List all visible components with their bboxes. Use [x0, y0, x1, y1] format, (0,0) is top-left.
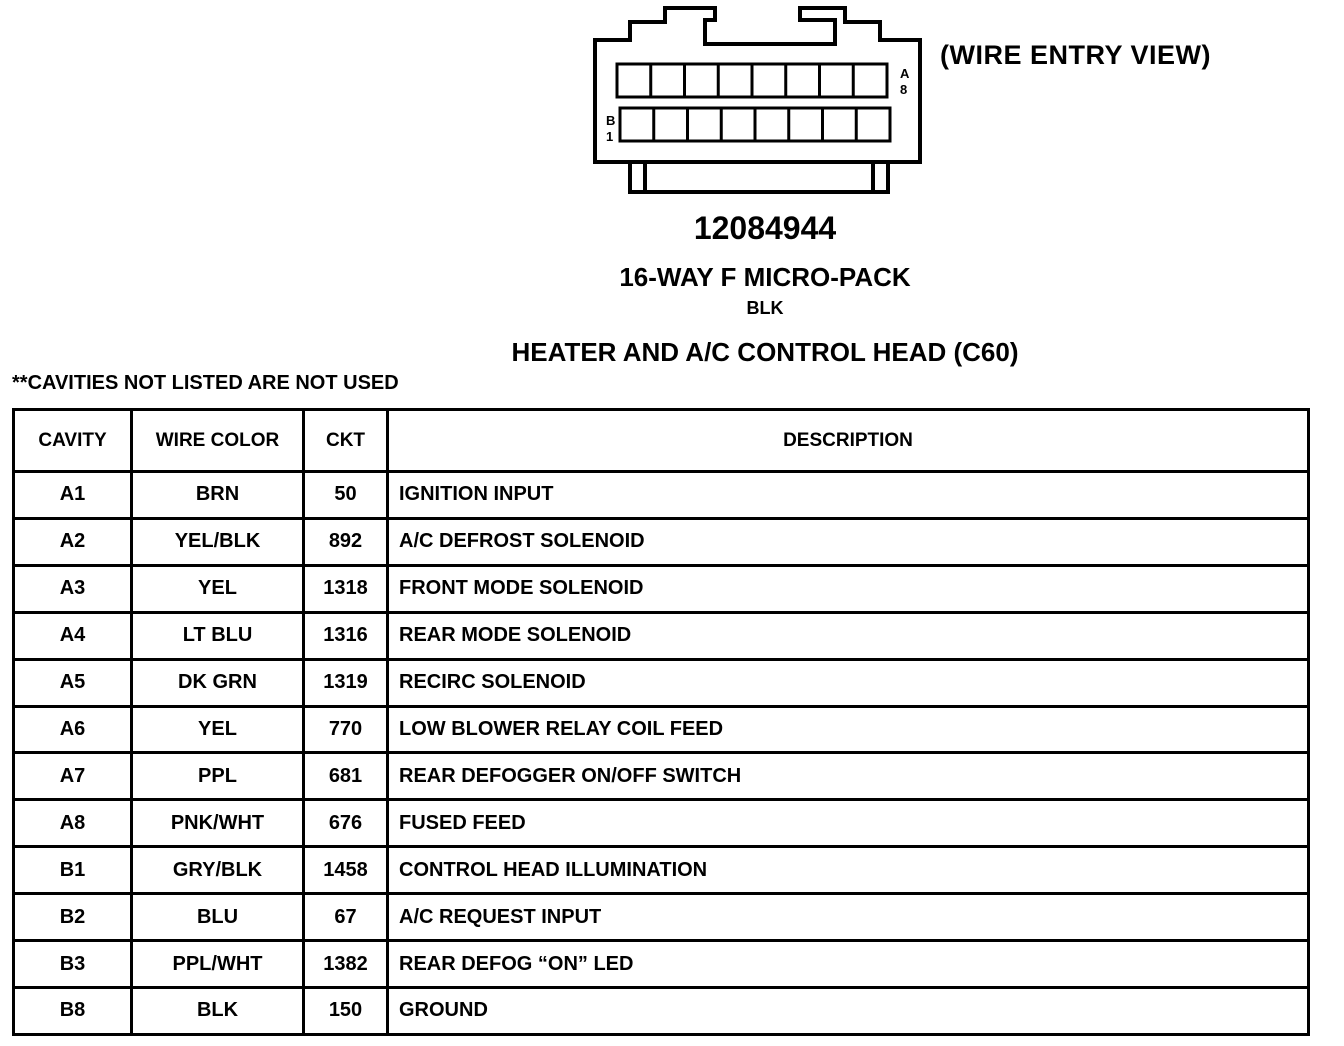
table-row	[14, 847, 1309, 894]
cell-wire-color: LT BLU	[132, 612, 304, 659]
row-a-last-label: 8	[900, 82, 908, 97]
row-b-first-label: B	[606, 113, 616, 128]
cell-cavity: A2	[14, 518, 132, 565]
cell-wire-color: PPL/WHT	[132, 941, 304, 988]
cell-cavity: A6	[14, 706, 132, 753]
connector-body	[595, 8, 920, 162]
cell-ckt: 892	[304, 518, 388, 565]
unused-cavities-note: **CAVITIES NOT LISTED ARE NOT USED	[12, 372, 399, 394]
cell-cavity: A8	[14, 800, 132, 847]
cell-ckt: 50	[304, 472, 388, 519]
pinout-table	[12, 408, 1310, 1036]
table-row	[14, 612, 1309, 659]
cell-wire-color: YEL	[132, 565, 304, 612]
cell-wire-color: PPL	[132, 753, 304, 800]
cell-description: IGNITION INPUT	[388, 472, 1309, 519]
cell-cavity: A5	[14, 659, 132, 706]
cell-ckt: 1318	[304, 565, 388, 612]
cell-cavity: A1	[14, 472, 132, 519]
cell-cavity: B2	[14, 894, 132, 941]
row-a-first-label: A	[900, 66, 910, 81]
cell-description: A/C DEFROST SOLENOID	[388, 518, 1309, 565]
table-row	[14, 518, 1309, 565]
cell-description: CONTROL HEAD ILLUMINATION	[388, 847, 1309, 894]
cell-description: REAR DEFOGGER ON/OFF SWITCH	[388, 753, 1309, 800]
table-row	[14, 987, 1309, 1034]
connector-color: BLK	[746, 298, 784, 318]
table-row	[14, 753, 1309, 800]
table-row	[14, 800, 1309, 847]
cell-description: A/C REQUEST INPUT	[388, 894, 1309, 941]
cell-cavity: B8	[14, 987, 132, 1034]
cell-description: RECIRC SOLENOID	[388, 659, 1309, 706]
cell-cavity: A4	[14, 612, 132, 659]
table-row	[14, 706, 1309, 753]
cell-cavity: B3	[14, 941, 132, 988]
cell-ckt: 150	[304, 987, 388, 1034]
cell-ckt: 1319	[304, 659, 388, 706]
cell-cavity: B1	[14, 847, 132, 894]
cell-ckt: 1382	[304, 941, 388, 988]
cell-ckt: 1458	[304, 847, 388, 894]
cell-description: FRONT MODE SOLENOID	[388, 565, 1309, 612]
table-row	[14, 659, 1309, 706]
cell-ckt: 676	[304, 800, 388, 847]
cell-description: REAR MODE SOLENOID	[388, 612, 1309, 659]
cell-ckt: 681	[304, 753, 388, 800]
table-header-row	[14, 410, 1309, 472]
cell-cavity: A7	[14, 753, 132, 800]
table-row	[14, 565, 1309, 612]
page-title: HEATER AND A/C CONTROL HEAD (C60)	[511, 337, 1019, 367]
header-cavity: CAVITY	[14, 410, 132, 472]
header-ckt: CKT	[304, 410, 388, 472]
cell-ckt: 67	[304, 894, 388, 941]
connector-diagram	[590, 0, 930, 205]
header-wire-color: WIRE COLOR	[132, 410, 304, 472]
cell-wire-color: YEL	[132, 706, 304, 753]
table-row	[14, 941, 1309, 988]
cell-wire-color: BRN	[132, 472, 304, 519]
cell-ckt: 1316	[304, 612, 388, 659]
table-row	[14, 472, 1309, 519]
part-number: 12084944	[693, 210, 837, 246]
wire-entry-view-label: (WIRE ENTRY VIEW)	[940, 40, 1211, 70]
cell-cavity: A3	[14, 565, 132, 612]
cell-wire-color: GRY/BLK	[132, 847, 304, 894]
connector-type: 16-WAY F MICRO-PACK	[619, 262, 911, 292]
cell-description: GROUND	[388, 987, 1309, 1034]
cell-wire-color: BLU	[132, 894, 304, 941]
cell-description: LOW BLOWER RELAY COIL FEED	[388, 706, 1309, 753]
connector-skirt	[630, 162, 888, 192]
cell-wire-color: PNK/WHT	[132, 800, 304, 847]
cell-description: REAR DEFOG “ON” LED	[388, 941, 1309, 988]
cell-ckt: 770	[304, 706, 388, 753]
header-description: DESCRIPTION	[388, 410, 1309, 472]
cell-wire-color: BLK	[132, 987, 304, 1034]
cell-description: FUSED FEED	[388, 800, 1309, 847]
cell-wire-color: DK GRN	[132, 659, 304, 706]
cell-wire-color: YEL/BLK	[132, 518, 304, 565]
table-row	[14, 894, 1309, 941]
row-b-last-label: 1	[606, 129, 614, 144]
